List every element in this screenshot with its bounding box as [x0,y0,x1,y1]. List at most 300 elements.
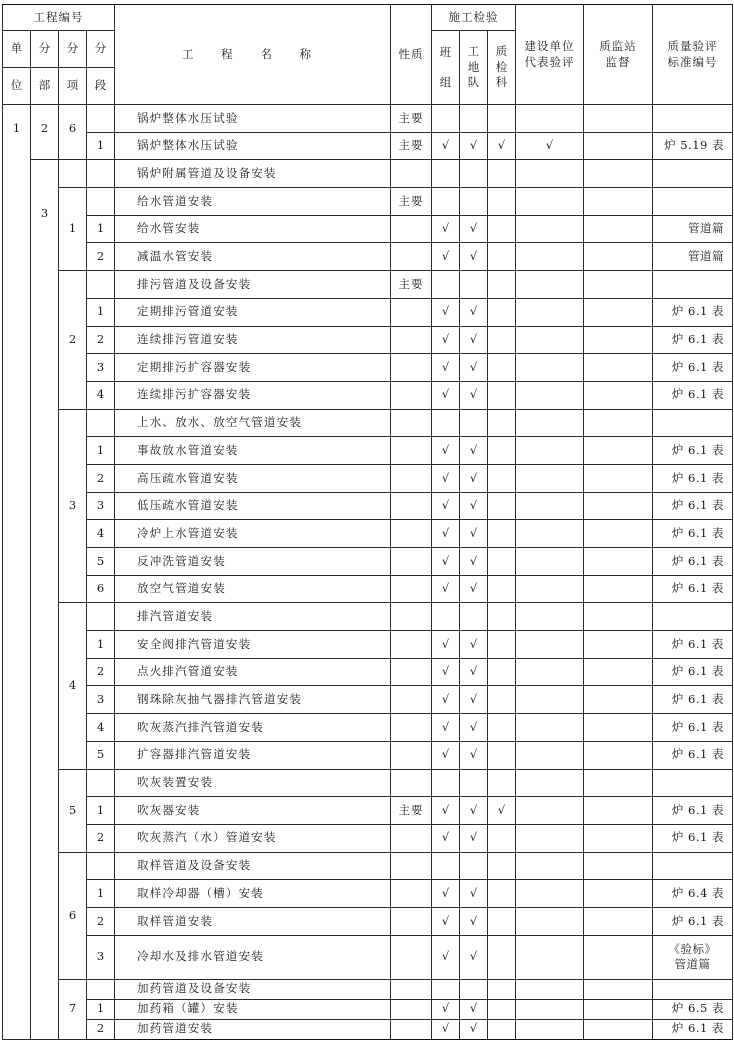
table-row [3,686,733,714]
nature-cell [391,603,432,631]
segment-cell: 1 [87,797,115,825]
check-qc-dept-cell [488,464,516,492]
owner-eval-cell [516,381,584,409]
owner-eval-cell [516,409,584,437]
check-qc-dept-cell [488,160,516,188]
owner-eval-cell [516,298,584,326]
check-team-cell: √ [432,437,460,465]
segment-cell: 4 [87,520,115,548]
owner-eval-cell [516,686,584,714]
check-site-team-cell [460,852,488,880]
header-construction-check: 施工检验 [432,5,516,31]
owner-eval-cell [516,769,584,797]
table-row [3,381,733,409]
table-row [3,575,733,603]
check-site-team-cell: √ [460,520,488,548]
table-row [3,105,733,133]
header-project-code: 工程编号 [3,5,115,31]
project-name-cell: 低压疏水管道安装 [115,492,391,520]
check-qc-dept-cell [488,298,516,326]
nature-cell [391,437,432,465]
table-row [3,935,733,979]
check-team-cell [432,188,460,216]
check-qc-dept-cell [488,188,516,216]
segment-cell [87,105,115,133]
table-row [3,437,733,465]
table-row [3,741,733,769]
check-site-team-cell: √ [460,880,488,908]
nature-cell [391,354,432,382]
check-qc-dept-cell [488,105,516,133]
check-qc-dept-cell [488,907,516,935]
check-site-team-cell: √ [460,464,488,492]
owner-eval-cell [516,464,584,492]
standard-no-cell: 炉 6.1 表 [653,548,733,576]
owner-eval-cell [516,824,584,852]
check-site-team-cell [460,603,488,631]
standard-no-cell: 炉 6.1 表 [653,907,733,935]
check-site-team-cell: √ [460,741,488,769]
check-site-team-cell: √ [460,575,488,603]
supervision-cell [584,824,653,852]
owner-eval-cell [516,492,584,520]
project-name-cell: 事故放水管道安装 [115,437,391,465]
table-row [3,464,733,492]
standard-no-cell: 炉 6.4 表 [653,880,733,908]
check-site-team-cell [460,188,488,216]
table-row [3,298,733,326]
supervision-cell [584,132,653,160]
project-name-cell: 高压疏水管道安装 [115,464,391,492]
segment-cell: 2 [87,464,115,492]
table-row [3,548,733,576]
segment-cell: 1 [87,880,115,908]
nature-cell [391,464,432,492]
standard-no-cell: 炉 6.1 表 [653,797,733,825]
check-team-cell: √ [432,548,460,576]
check-site-team-cell: √ [460,492,488,520]
supervision-cell [584,520,653,548]
standard-no-cell: 炉 5.19 表 [653,132,733,160]
owner-eval-cell [516,548,584,576]
header-owner-eval: 建设单位 代表验评 [516,5,584,105]
table-row [3,797,733,825]
supervision-cell [584,769,653,797]
table-row [3,658,733,686]
header-project-name: 工 程 名 称 [115,5,391,105]
segment-cell [87,979,115,999]
segment-cell: 2 [87,326,115,354]
header-segment-2: 段 [87,68,115,105]
check-qc-dept-cell [488,215,516,243]
check-qc-dept-cell [488,520,516,548]
project-name-cell: 吹灰蒸汽（水）管道安装 [115,824,391,852]
supervision-cell [584,437,653,465]
supervision-cell [584,381,653,409]
check-qc-dept-cell [488,999,516,1019]
check-qc-dept-cell [488,381,516,409]
standard-no-cell: 炉 6.1 表 [653,1019,733,1039]
check-team-cell [432,769,460,797]
supervision-cell [584,880,653,908]
project-name-cell: 加药箱（罐）安装 [115,999,391,1019]
nature-cell [391,215,432,243]
supervision-cell [584,797,653,825]
header-team: 班 组 [432,31,460,105]
standard-no-cell: 炉 6.5 表 [653,999,733,1019]
check-qc-dept-cell [488,741,516,769]
segment-cell: 4 [87,381,115,409]
header-supervision: 质监站 监督 [584,5,653,105]
supervision-cell [584,603,653,631]
check-qc-dept-cell [488,243,516,271]
nature-cell [391,686,432,714]
standard-no-cell: 炉 6.1 表 [653,464,733,492]
check-qc-dept-cell [488,658,516,686]
check-qc-dept-cell [488,271,516,299]
owner-eval-cell [516,188,584,216]
supervision-cell [584,243,653,271]
header-division-2: 部 [31,68,59,105]
nature-cell: 主要 [391,188,432,216]
owner-eval-cell [516,935,584,979]
segment-cell: 2 [87,907,115,935]
check-qc-dept-cell [488,326,516,354]
project-name-cell: 吹灰蒸汽排汽管道安装 [115,714,391,742]
header-standard-no: 质量验评 标准编号 [653,5,733,105]
check-team-cell: √ [432,658,460,686]
check-team-cell [432,271,460,299]
check-qc-dept-cell [488,714,516,742]
check-site-team-cell: √ [460,686,488,714]
segment-cell: 1 [87,999,115,1019]
check-qc-dept-cell [488,603,516,631]
check-site-team-cell: √ [460,132,488,160]
table-row [3,326,733,354]
standard-no-cell: 管道篇 [653,215,733,243]
check-site-team-cell: √ [460,326,488,354]
table-row [3,824,733,852]
check-site-team-cell: √ [460,631,488,659]
standard-no-cell: 炉 6.1 表 [653,354,733,382]
check-site-team-cell: √ [460,999,488,1019]
nature-cell [391,1019,432,1039]
item-cell: 6 [59,105,87,160]
check-team-cell: √ [432,1019,460,1039]
project-name-cell: 点火排汽管道安装 [115,658,391,686]
supervision-cell [584,999,653,1019]
item-cell: 1 [59,188,87,271]
check-qc-dept-cell [488,769,516,797]
check-team-cell: √ [432,631,460,659]
nature-cell [391,548,432,576]
project-name-cell: 取样冷却器（槽）安装 [115,880,391,908]
unit-cell: 1 [3,105,31,1040]
project-name-cell: 锅炉附属管道及设备安装 [115,160,391,188]
project-name-cell: 连续排污管道安装 [115,326,391,354]
standard-no-cell: 炉 6.1 表 [653,658,733,686]
check-team-cell: √ [432,824,460,852]
owner-eval-cell [516,852,584,880]
supervision-cell [584,464,653,492]
check-qc-dept-cell [488,409,516,437]
supervision-cell [584,714,653,742]
supervision-cell [584,658,653,686]
item-cell: 2 [59,271,87,409]
standard-no-cell [653,852,733,880]
owner-eval-cell [516,658,584,686]
owner-eval-cell [516,880,584,908]
project-name-cell: 定期排污扩容器安装 [115,354,391,382]
standard-no-cell: 炉 6.1 表 [653,631,733,659]
segment-cell: 3 [87,354,115,382]
check-team-cell: √ [432,907,460,935]
segment-cell [87,271,115,299]
project-name-cell: 冷却水及排水管道安装 [115,935,391,979]
check-site-team-cell: √ [460,298,488,326]
segment-cell: 1 [87,298,115,326]
segment-cell: 3 [87,492,115,520]
supervision-cell [584,907,653,935]
owner-eval-cell [516,243,584,271]
project-name-cell: 安全阀排汽管道安装 [115,631,391,659]
nature-cell [391,326,432,354]
header-item-1: 分 [59,31,87,68]
check-team-cell: √ [432,935,460,979]
segment-cell: 5 [87,741,115,769]
segment-cell: 2 [87,243,115,271]
supervision-cell [584,575,653,603]
project-name-cell: 给水管道安装 [115,188,391,216]
check-qc-dept-cell [488,492,516,520]
project-name-cell: 加药管道安装 [115,1019,391,1039]
header-unit-2: 位 [3,68,31,105]
segment-cell: 2 [87,824,115,852]
table-row [3,979,733,999]
standard-no-cell [653,188,733,216]
division-cell: 2 [31,105,59,160]
nature-cell [391,631,432,659]
project-name-cell: 连续排污扩容器安装 [115,381,391,409]
segment-cell [87,160,115,188]
table-row [3,1019,733,1039]
check-team-cell: √ [432,298,460,326]
supervision-cell [584,409,653,437]
table-row [3,188,733,216]
supervision-cell [584,492,653,520]
standard-no-cell: 炉 6.1 表 [653,824,733,852]
standard-no-cell: 炉 6.1 表 [653,326,733,354]
owner-eval-cell [516,354,584,382]
check-site-team-cell: √ [460,243,488,271]
nature-cell [391,935,432,979]
segment-cell [87,409,115,437]
supervision-cell [584,548,653,576]
segment-cell: 3 [87,935,115,979]
division-cell: 3 [31,160,59,1039]
nature-cell: 主要 [391,105,432,133]
header-unit-1: 单 [3,31,31,68]
segment-cell: 2 [87,1019,115,1039]
check-qc-dept-cell [488,880,516,908]
owner-eval-cell [516,215,584,243]
check-qc-dept-cell: √ [488,797,516,825]
project-name-cell: 放空气管道安装 [115,575,391,603]
check-qc-dept-cell [488,935,516,979]
project-name-cell: 取样管道及设备安装 [115,852,391,880]
check-team-cell: √ [432,132,460,160]
check-site-team-cell: √ [460,714,488,742]
owner-eval-cell [516,160,584,188]
segment-cell: 1 [87,132,115,160]
check-site-team-cell: √ [460,354,488,382]
owner-eval-cell [516,1019,584,1039]
project-name-cell: 给水管安装 [115,215,391,243]
supervision-cell [584,741,653,769]
header-division-1: 分 [31,31,59,68]
nature-cell [391,741,432,769]
item-cell: 3 [59,409,87,603]
supervision-cell [584,298,653,326]
header-qc-dept: 质 检 科 [488,31,516,105]
segment-cell [87,603,115,631]
table-row [3,492,733,520]
table-row [3,880,733,908]
item-cell: 7 [59,979,87,1039]
standard-no-cell: 炉 6.1 表 [653,298,733,326]
project-name-cell: 冷炉上水管道安装 [115,520,391,548]
table-row [3,243,733,271]
check-team-cell [432,105,460,133]
quality-inspection-table [2,4,733,1040]
table-row [3,160,733,188]
nature-cell [391,852,432,880]
check-site-team-cell: √ [460,935,488,979]
check-qc-dept-cell [488,979,516,999]
table-row [3,271,733,299]
owner-eval-cell: √ [516,132,584,160]
nature-cell: 主要 [391,797,432,825]
check-team-cell: √ [432,686,460,714]
check-site-team-cell [460,271,488,299]
owner-eval-cell [516,714,584,742]
project-name-cell: 取样管道安装 [115,907,391,935]
standard-no-cell: 炉 6.1 表 [653,437,733,465]
check-site-team-cell: √ [460,824,488,852]
owner-eval-cell [516,631,584,659]
owner-eval-cell [516,437,584,465]
nature-cell: 主要 [391,271,432,299]
check-qc-dept-cell [488,548,516,576]
nature-cell [391,979,432,999]
nature-cell [391,160,432,188]
check-site-team-cell: √ [460,797,488,825]
nature-cell [391,409,432,437]
check-qc-dept-cell: √ [488,132,516,160]
standard-no-cell [653,160,733,188]
check-qc-dept-cell [488,631,516,659]
check-team-cell: √ [432,880,460,908]
table-row [3,132,733,160]
check-site-team-cell: √ [460,548,488,576]
nature-cell [391,658,432,686]
check-team-cell [432,852,460,880]
standard-no-cell: 炉 6.1 表 [653,520,733,548]
table-body [3,105,733,1040]
project-name-cell: 定期排污管道安装 [115,298,391,326]
table-row [3,603,733,631]
header-item-2: 项 [59,68,87,105]
standard-no-cell: 《验标》 管道篇 [653,935,733,979]
supervision-cell [584,326,653,354]
check-site-team-cell: √ [460,437,488,465]
header-nature: 性质 [391,5,432,105]
segment-cell [87,852,115,880]
segment-cell [87,188,115,216]
check-team-cell [432,160,460,188]
table-row [3,769,733,797]
check-qc-dept-cell [488,852,516,880]
item-cell: 6 [59,852,87,979]
table-row [3,215,733,243]
nature-cell [391,999,432,1019]
check-team-cell: √ [432,797,460,825]
supervision-cell [584,188,653,216]
segment-cell: 1 [87,631,115,659]
project-name-cell: 减温水管安装 [115,243,391,271]
nature-cell [391,492,432,520]
check-team-cell: √ [432,243,460,271]
quality-inspection-table-container [2,4,733,1040]
owner-eval-cell [516,979,584,999]
segment-cell: 1 [87,215,115,243]
standard-no-cell: 管道篇 [653,243,733,271]
standard-no-cell: 炉 6.1 表 [653,714,733,742]
owner-eval-cell [516,999,584,1019]
project-name-cell: 钢珠除灰抽气器排汽管道安装 [115,686,391,714]
nature-cell [391,381,432,409]
project-name-cell: 锅炉整体水压试验 [115,105,391,133]
supervision-cell [584,105,653,133]
nature-cell [391,907,432,935]
table-row [3,354,733,382]
check-team-cell: √ [432,326,460,354]
check-site-team-cell: √ [460,1019,488,1039]
check-team-cell: √ [432,520,460,548]
supervision-cell [584,271,653,299]
owner-eval-cell [516,105,584,133]
owner-eval-cell [516,603,584,631]
owner-eval-cell [516,907,584,935]
supervision-cell [584,354,653,382]
standard-no-cell [653,769,733,797]
check-team-cell: √ [432,714,460,742]
supervision-cell [584,1019,653,1039]
table-row [3,852,733,880]
header-segment-1: 分 [87,31,115,68]
check-site-team-cell: √ [460,907,488,935]
standard-no-cell [653,979,733,999]
check-team-cell: √ [432,575,460,603]
segment-cell: 2 [87,658,115,686]
check-team-cell [432,979,460,999]
nature-cell [391,520,432,548]
check-qc-dept-cell [488,354,516,382]
check-team-cell: √ [432,492,460,520]
table-row [3,409,733,437]
standard-no-cell [653,603,733,631]
supervision-cell [584,852,653,880]
